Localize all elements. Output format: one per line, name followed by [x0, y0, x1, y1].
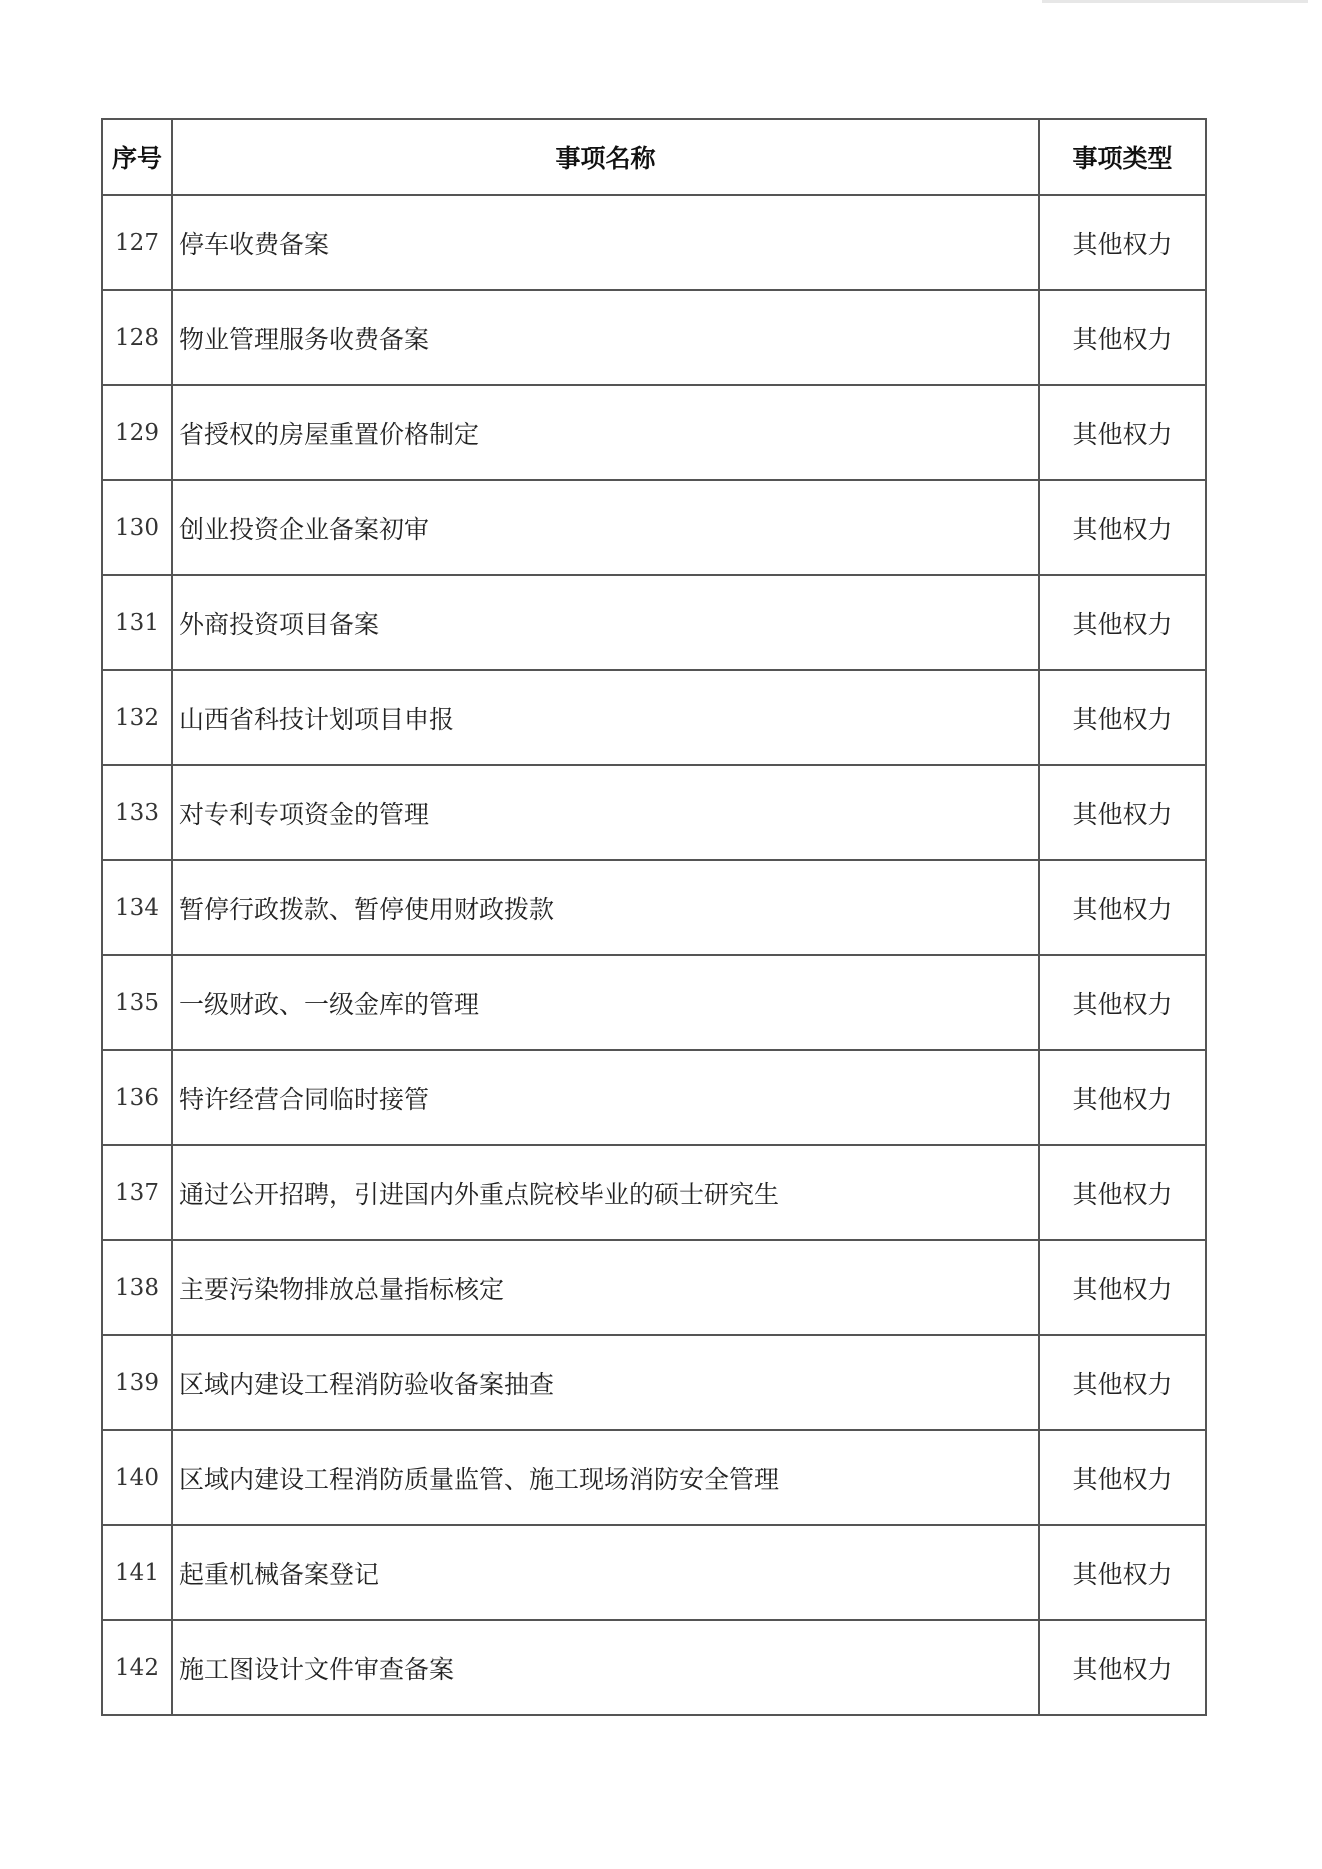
table-row — [102, 1525, 1206, 1620]
header-no: 序号 — [102, 119, 172, 195]
row-name: 施工图设计文件审查备案 — [172, 1620, 1039, 1715]
table-row — [102, 385, 1206, 480]
row-name: 物业管理服务收费备案 — [172, 290, 1039, 385]
row-no: 131 — [102, 575, 172, 670]
table-row — [102, 1145, 1206, 1240]
table-row — [102, 765, 1206, 860]
row-name: 主要污染物排放总量指标核定 — [172, 1240, 1039, 1335]
table-row — [102, 860, 1206, 955]
row-type: 其他权力 — [1039, 1335, 1206, 1430]
row-no: 134 — [102, 860, 172, 955]
row-no: 142 — [102, 1620, 172, 1715]
row-name: 山西省科技计划项目申报 — [172, 670, 1039, 765]
table-row — [102, 670, 1206, 765]
row-no: 129 — [102, 385, 172, 480]
scan-edge-mark — [1042, 0, 1308, 3]
row-type: 其他权力 — [1039, 385, 1206, 480]
row-no: 132 — [102, 670, 172, 765]
row-name: 外商投资项目备案 — [172, 575, 1039, 670]
table-row — [102, 195, 1206, 290]
row-no: 127 — [102, 195, 172, 290]
row-name: 暂停行政拨款、暂停使用财政拨款 — [172, 860, 1039, 955]
row-name: 省授权的房屋重置价格制定 — [172, 385, 1039, 480]
row-no: 133 — [102, 765, 172, 860]
row-type: 其他权力 — [1039, 1145, 1206, 1240]
row-name: 一级财政、一级金库的管理 — [172, 955, 1039, 1050]
power-items-table — [101, 118, 1207, 1716]
row-no: 141 — [102, 1525, 172, 1620]
row-type: 其他权力 — [1039, 765, 1206, 860]
row-type: 其他权力 — [1039, 1430, 1206, 1525]
row-no: 140 — [102, 1430, 172, 1525]
row-type: 其他权力 — [1039, 860, 1206, 955]
table-row — [102, 575, 1206, 670]
table-row — [102, 1240, 1206, 1335]
row-name: 创业投资企业备案初审 — [172, 480, 1039, 575]
table-row — [102, 1335, 1206, 1430]
row-no: 139 — [102, 1335, 172, 1430]
row-name: 通过公开招聘，引进国内外重点院校毕业的硕士研究生 — [172, 1145, 1039, 1240]
row-type: 其他权力 — [1039, 1525, 1206, 1620]
row-type: 其他权力 — [1039, 575, 1206, 670]
row-type: 其他权力 — [1039, 1050, 1206, 1145]
row-name: 区域内建设工程消防质量监管、施工现场消防安全管理 — [172, 1430, 1039, 1525]
row-type: 其他权力 — [1039, 195, 1206, 290]
header-type: 事项类型 — [1039, 119, 1206, 195]
table-row — [102, 480, 1206, 575]
row-type: 其他权力 — [1039, 955, 1206, 1050]
table-row — [102, 1620, 1206, 1715]
row-no: 128 — [102, 290, 172, 385]
row-type: 其他权力 — [1039, 1240, 1206, 1335]
row-no: 136 — [102, 1050, 172, 1145]
row-name: 起重机械备案登记 — [172, 1525, 1039, 1620]
row-type: 其他权力 — [1039, 670, 1206, 765]
row-name: 停车收费备案 — [172, 195, 1039, 290]
row-name: 对专利专项资金的管理 — [172, 765, 1039, 860]
row-no: 130 — [102, 480, 172, 575]
table-header-row — [102, 119, 1206, 195]
table-row — [102, 1430, 1206, 1525]
header-name: 事项名称 — [172, 119, 1039, 195]
table-row — [102, 1050, 1206, 1145]
row-name: 区域内建设工程消防验收备案抽查 — [172, 1335, 1039, 1430]
row-type: 其他权力 — [1039, 1620, 1206, 1715]
row-name: 特许经营合同临时接管 — [172, 1050, 1039, 1145]
row-no: 137 — [102, 1145, 172, 1240]
row-type: 其他权力 — [1039, 480, 1206, 575]
table-row — [102, 290, 1206, 385]
row-no: 138 — [102, 1240, 172, 1335]
row-type: 其他权力 — [1039, 290, 1206, 385]
table-row — [102, 955, 1206, 1050]
row-no: 135 — [102, 955, 172, 1050]
